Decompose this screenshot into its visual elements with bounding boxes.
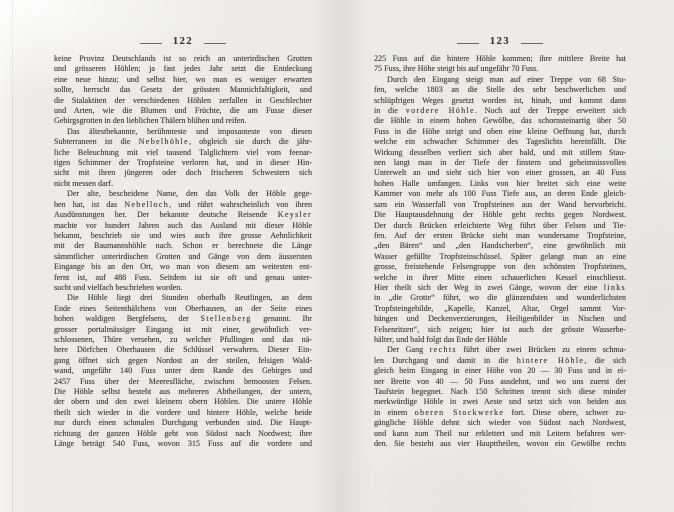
text-line: Eingange bis an den Ort, wo man von diesem am weitesten ent- (54, 262, 312, 272)
text-line: die Höhle in einem hohen Gewölbe, das schornsteinartig über 50 (374, 116, 626, 126)
text-line: fen, welche 1803 an die Stelle des sehr beschwerlichen und (374, 85, 626, 95)
text-line: ben hat, ist das Nebelloch, und rührt wahrscheinlich von ihren (54, 199, 312, 209)
text-line: schlüpfrigen Weges gesetzt worden ist, hinab, und kommt dann (374, 95, 626, 105)
text-line: Subterraneen ist die Nebelhöhle, obgleich sie durch die jähr- (54, 137, 312, 147)
text-line: den. Sie besteht aus vier Haupttheilen, wovon ein Gewölbe rechts (374, 439, 626, 449)
page-text-left (54, 54, 312, 449)
text-line: mit der Baumannshöhle nach. Schon er berechnete die Länge (54, 241, 312, 251)
text-line: fen. Auf der ersten Brücke sieht man wundersame Tropfsteine, (374, 230, 626, 240)
text-line: Der Gang rechts führt über zwei Brücken zu einem schma- (387, 345, 626, 355)
header-rule-left (140, 43, 162, 44)
letterspaced-emphasis: links (603, 282, 626, 292)
page-header-right (374, 36, 626, 49)
letterspaced-emphasis: rechts (429, 345, 457, 355)
text-line: richtung der ganzen Höhle geht von Südost nach Nordwest; ihre (54, 428, 312, 438)
text-line: liche Beleuchtung mit viel tausend Talglichtern viel vom feenar- (54, 147, 312, 157)
text-line: gängliche Höhle dehnt sich wieder von Südost nach Nordwest, (374, 418, 626, 428)
text-line: welche in ihrer Mitte einen schauerlichen Kessel einschliesst. (374, 272, 626, 282)
text-line: theilt sich wieder in die vordere und hintere Höhle, welche beide (54, 407, 312, 417)
text-line: hohen waldigen Bergfelsens, der Stellenberg genannt. Ihr (54, 314, 312, 324)
text-line: tigen Schimmer der Tropfsteine verloren hat, und in dieser Hin- (54, 158, 312, 168)
letterspaced-emphasis: vordere Höhle (405, 106, 475, 116)
text-line: welche ein schwacher Schimmer des Tageslichts hereinfällt. Die (374, 137, 626, 147)
text-line: die Stalaktiten der verschiedenen Höhlen zerfallen in Geschlechter (54, 95, 312, 105)
text-line: nicht messen darf. (54, 178, 114, 188)
header-rule-left (457, 43, 479, 44)
text-line: ner Breite von 40 — 50 Fuss ausdehnt, und wo uns zuerst der (374, 376, 626, 386)
text-line: hängen und Deckenverzierungen, Heiligenbilder in Nischen und (374, 314, 626, 324)
text-line: nen langt man in der Tiefe der finstern und geheimnissvollen (374, 158, 626, 168)
text-line: Ende eines Seitenthälchens von Oberhausen, an der Seite eines (54, 303, 312, 313)
text-line: eine neue hinzu; und selbst hier, wo man es weniger erwarten (54, 74, 312, 84)
text-line: sämmtlicher unterirdischen Grotten und Gänge von dem äussersten (54, 251, 312, 261)
text-line: und Arten, wie die Blumen und Früchte, die am Fusse dieser (54, 106, 312, 116)
text-line: 75 Fuss, ihre Höhe steigt bis auf ungefähr 70 Fuss. (374, 64, 539, 74)
text-line: bekannt, beschrieb sie und wies auch ihre grosse Aehnlichkeit (54, 230, 312, 240)
text-line: Tropfsteingebilde, „Kapelle, Kanzel, Altar, Orgel sammt Vor- (374, 303, 626, 313)
text-line: und grösseren Höhlen; ja fast jedes Jahr setzt die Entdeckung (54, 64, 312, 74)
letterspaced-emphasis: hintere Höhle (516, 355, 585, 365)
text-line: Wasser gefüllte Tropfsteinschüssel. Später gelangt man an eine (374, 251, 626, 261)
text-line: gang öffnet sich gegen Nordost an der steilen, felsigen Wald- (54, 355, 312, 365)
text-line: und kann zum Theil nur erklettert und mit Leitern befahren wer- (374, 428, 626, 438)
text-line: fernt ist, auf 488 Fuss. Seitdem ist sie oft und genau unter- (54, 272, 312, 282)
text-line: in die vordere Höhle. Noch auf der Treppe erweitert sich (374, 106, 626, 116)
text-line: Unterwelt an und sieht sich hier von einer grossen, an 40 Fuss (374, 168, 626, 178)
page-number-left: 122 (172, 36, 194, 48)
text-line: Kammer von mehr als 100 Fuss Tiefe aus, an deren Ende gleich- (374, 189, 626, 199)
text-line: hälter, und bald folgt das Ende der Höhle (374, 334, 508, 344)
text-line: Die Hauptausdehnung der Höhle geht rechts gegen Nordwest. (374, 210, 626, 220)
text-line: sam ein Wasserfall von Tropfsteinen aus der Wand hervorbricht. (374, 199, 626, 209)
text-line: Taufstein begegnet. Nach 150 Schritten trennt sich diese minder (374, 387, 626, 396)
text-line: Die Höhle selbst besteht aus mehreren Abtheilungen, der untern, (54, 387, 312, 396)
text-line: Der durch Brücken erleichterte Weg führt über Felsen und Tie- (374, 220, 626, 230)
text-line: hohen Halle umfangen. Links von hier breitet sich eine weite (374, 178, 626, 188)
text-line: merkwürdige Höhle in zwei Aeste und setzt sich von beiden aus (374, 397, 626, 407)
text-line: sollte, herrscht das Gesetz der grössten Mannichfaltigkeit, und (54, 85, 312, 95)
text-line: Gebirgsgrotten in den lieblichen Thälern blühen und reifen. (54, 116, 247, 126)
header-rule-right (521, 43, 543, 44)
text-line: machte vor hundert Jahren auch das Ausland mit dieser Höhle (54, 220, 312, 230)
letterspaced-emphasis: Stellenberg (200, 314, 252, 324)
text-line: Hier theilt sich der Weg in zwei Gänge, wovon der eine links (374, 282, 626, 292)
letterspaced-emphasis: Nebelloch (124, 199, 170, 209)
letterspaced-emphasis: Keysler (277, 210, 312, 220)
page-right (374, 36, 626, 449)
text-line: Ausdünstungen her. Der bekannte deutsche Reisende Keysler (54, 210, 312, 220)
text-line: gleich beim Eingang in einer Höhe von 20 — 30 Fuss und in ei- (374, 366, 626, 376)
text-line: schlossenen, Thüre versehen, zu welcher Pfullingen und das nä- (54, 334, 312, 344)
text-line: Fuss in die Höhe steigt und oben eine kleine Oeffnung hat, durch (374, 126, 626, 136)
page-number-right: 123 (489, 36, 511, 48)
page-text-right (374, 54, 626, 449)
text-line: here Dörfchen Oberhausen die Schlüssel verwahren. Dieser Ein- (54, 345, 312, 355)
text-line: len Durchgang und damit in die hintere Höhle, die sich (374, 355, 626, 365)
text-line: 225 Fuss auf die hintere Höhle kommen; ihre mittlere Breite hat (374, 54, 626, 63)
text-line: der obern und den zwei kleinern obern Höhlen. Die untere Höhle (54, 397, 312, 407)
text-line: wand, ungefähr 140 Fuss unter dem Rande des Gebirges und (54, 366, 312, 376)
text-line: Felsenritzen“, sich zeigen; hier ist auch der grösste Wasserbe- (374, 324, 626, 334)
text-line: nur durch einen schmalen Durchgang verbunden sind. Die Haupt- (54, 418, 312, 428)
text-line: in einem oberen Stockwerke fort. Diese obere, schwer zu- (374, 407, 626, 417)
text-line: Der alte, bescheidene Name, den das Volk der Höhle gege- (67, 189, 312, 199)
text-line: Wirkung desselben verliert sich aber bald, und mit stillem Stau- (374, 147, 626, 157)
letterspaced-emphasis: oberen Stockwerke (414, 407, 505, 417)
text-line: 2457 Fuss über der Meeresfläche, zwischen bemoosten Felsen. (54, 376, 312, 386)
text-line: keine Provinz Deutschlands ist so reich an unterirdischen Grotten (54, 54, 312, 63)
text-line: Die Höhle liegt drei Stunden oberhalb Reutlingen, an dem (67, 293, 312, 303)
text-line: Das ältestbekannte, berühmteste und imposanteste von diesen (67, 126, 312, 136)
letterspaced-emphasis: Nebelhöhle (138, 137, 189, 147)
header-rule-right (204, 43, 226, 44)
text-line: Durch den Eingang steigt man auf einer Treppe von 68 Stu- (387, 74, 626, 84)
text-line: in „die Grotte“ führt, wo die glänzendsten und wunderlichsten (374, 293, 626, 303)
text-line: „den Bären“ und „den Handscherben“, eine gewöhnlich mit (374, 241, 626, 251)
page-left (54, 36, 312, 449)
text-line: grosse, freistehende Felsengruppe von den schönsten Tropfsteinen, (374, 262, 626, 272)
page-header-left (54, 36, 312, 49)
text-line: sucht und vielfach beschrieben worden. (54, 282, 183, 292)
text-line: sicht mit ihren jüngeren oder doch frischeren Schwestern sich (54, 168, 312, 178)
text-line: Länge beträgt 540 Fuss, wovon 315 Fuss auf die vordere und (54, 439, 312, 449)
text-line: grosser portalmässiger Eingang ist mit einer, gewöhnlich ver- (54, 324, 312, 334)
